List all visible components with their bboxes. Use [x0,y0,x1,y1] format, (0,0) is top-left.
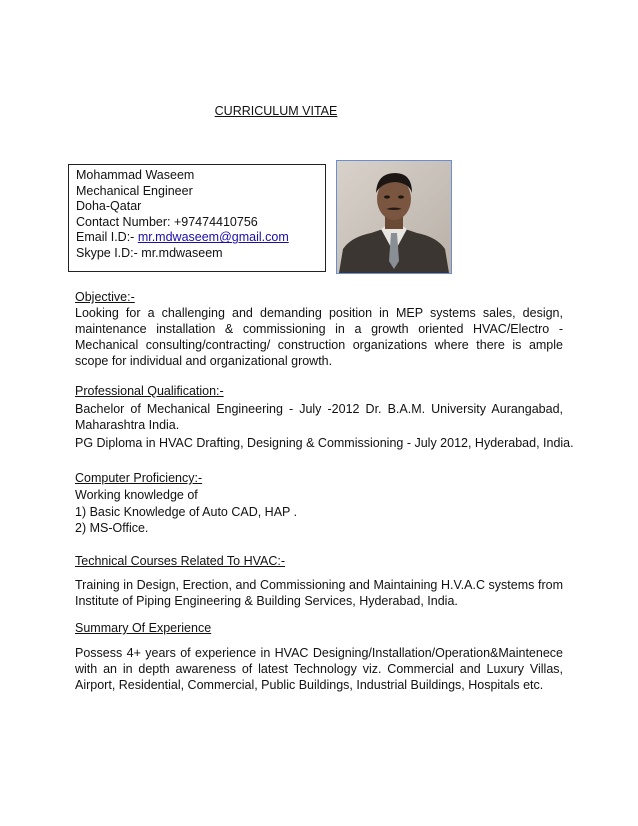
experience-text: Possess 4+ years of experience in HVAC Designing/Installation/Operation&Maintenece with an in depth awareness of latest Technology viz. Commercial and Luxury Villas, Airport, Residential, Commercial, Public Buildings, Industrial Buildings, Hospitals etc. [75,646,563,692]
skype-id: Skype I.D:- mr.mdwaseem [76,245,223,260]
qualification-heading: Professional Qualification:- [75,384,224,398]
computer-section [75,470,563,536]
email-link[interactable]: mr.mdwaseem@gmail.com [137,230,289,245]
objective-text: Looking for a challenging and demanding position in MEP systems sales, design, maintenance installation & commissioning in a growth oriented HVAC/Electro -Mechanical consulting/contracting/ construction organizations where there is ample scope for individual and organizational growth. [75,306,563,368]
computer-heading: Computer Proficiency:- [75,471,203,485]
qualification-section [75,383,574,451]
contact-info-box [68,164,326,272]
computer-item: 2) MS-Office. [75,521,149,535]
qualification-degree: Bachelor of Mechanical Engineering - July -2012 Dr. B.A.M. University Aurangabad, Maharashtra India. [75,402,563,432]
objective-heading: Objective:- [75,290,135,304]
experience-section [75,620,563,693]
qualification-diploma: PG Diploma in HVAC Drafting, Designing & Commissioning - July 2012, Hyderabad, India. [75,436,574,450]
candidate-location: Doha-Qatar [76,199,142,214]
page-title: CURRICULUM VITAE [214,104,338,118]
objective-section [75,289,563,369]
candidate-role: Mechanical Engineer [76,183,193,198]
courses-text: Training in Design, Erection, and Commissioning and Maintaining H.V.A.C systems from Institute of Piping Engineering & Building Services, Hyderabad, India. [75,578,563,608]
experience-heading: Summary Of Experience [75,621,212,635]
computer-item: 1) Basic Knowledge of Auto CAD, HAP . [75,505,298,519]
courses-heading: Technical Courses Related To HVAC:- [75,554,286,568]
candidate-photo-drawing [337,161,451,273]
candidate-photo [336,160,452,274]
email-line [76,230,325,246]
candidate-name: Mohammad Waseem [76,168,195,182]
courses-section [75,553,563,609]
computer-intro: Working knowledge of [75,488,198,502]
email-label: Email I.D:- [76,230,138,245]
contact-number: Contact Number: +97474410756 [76,214,258,229]
